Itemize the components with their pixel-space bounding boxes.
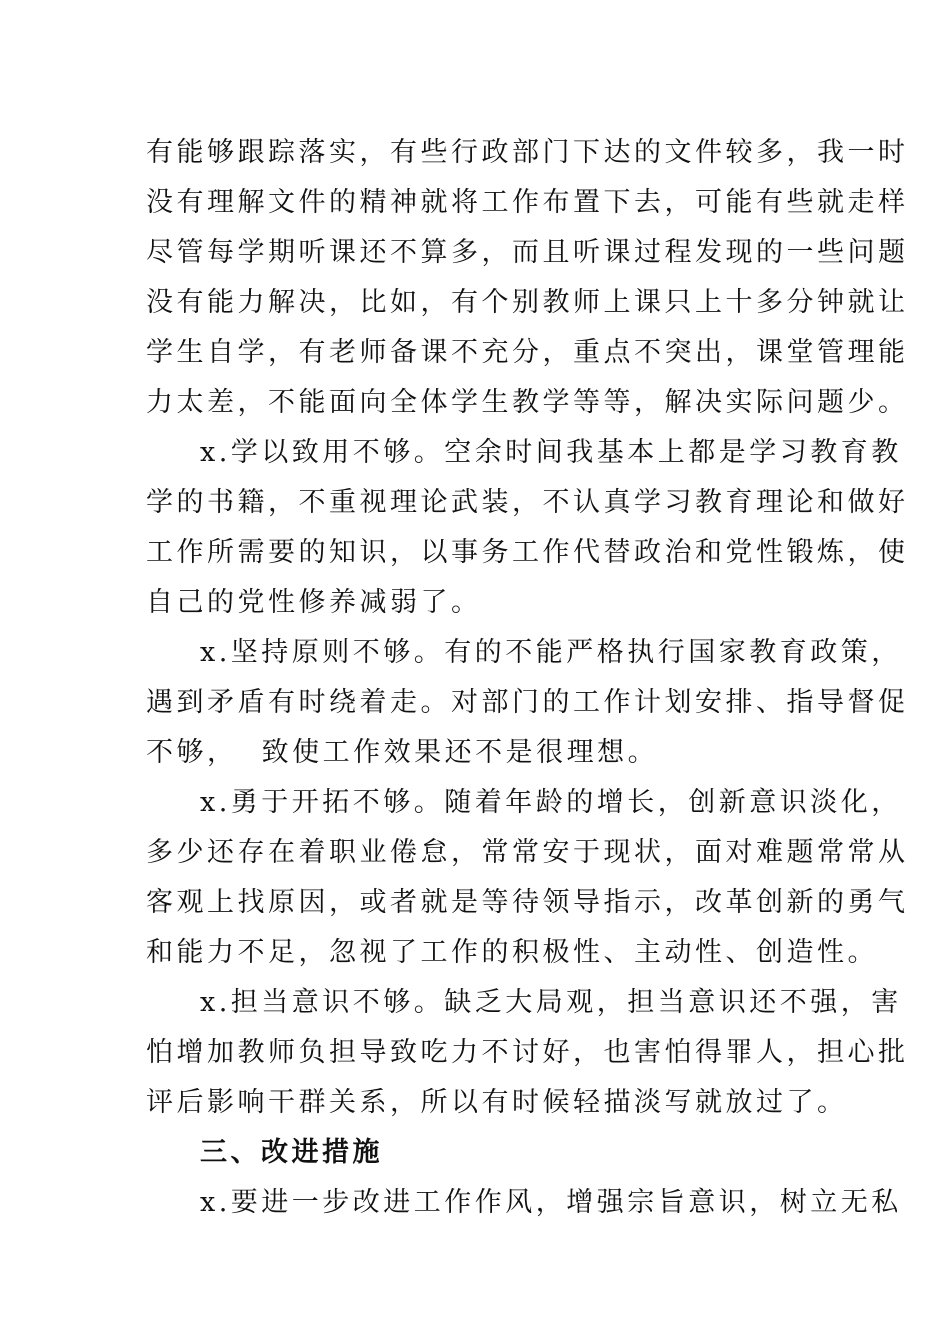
section-heading: 三、改进措施: [200, 1137, 383, 1168]
text-line: 没有能力解决，比如，有个别教师上课只上十多分钟就让: [146, 287, 909, 318]
text-line: 学生自学，有老师备课不充分，重点不突出，课堂管理能: [146, 337, 909, 368]
text-line: 没有理解文件的精神就将工作布置下去，可能有些就走样: [146, 187, 909, 218]
text-line: 工作所需要的知识，以事务工作代替政治和党性锻炼，使: [146, 537, 909, 568]
text-line: 学的书籍，不重视理论武装，不认真学习教育理论和做好: [146, 487, 909, 518]
text-line: 自己的党性修养减弱了。: [146, 587, 482, 618]
text-line: 和能力不足，忽视了工作的积极性、主动性、创造性。: [146, 937, 878, 968]
paragraph-first-line: x.要进一步改进工作作风，增强宗旨意识，树立无私: [200, 1187, 902, 1218]
text-line: 多少还存在着职业倦怠，常常安于现状，面对难题常常从: [146, 837, 909, 868]
text-line: 客观上找原因，或者就是等待领导指示，改革创新的勇气: [146, 887, 909, 918]
text-line: 力太差，不能面向全体学生教学等等，解决实际问题少。: [146, 387, 909, 418]
paragraph-first-line: x.学以致用不够。空余时间我基本上都是学习教育教: [200, 437, 902, 468]
text-line: 遇到矛盾有时绕着走。对部门的工作计划安排、指导督促: [146, 687, 909, 718]
document-body: [146, 128, 909, 1228]
text-line: 评后影响干群关系，所以有时候轻描淡写就放过了。: [146, 1087, 848, 1118]
text-line: 尽管每学期听课还不算多，而且听课过程发现的一些问题: [146, 237, 909, 268]
paragraph-first-line: x.勇于开拓不够。随着年龄的增长，创新意识淡化，: [200, 787, 902, 818]
text-line: 有能够跟踪落实，有些行政部门下达的文件较多，我一时: [146, 137, 909, 168]
text-line: 不够， 致使工作效果还不是很理想。: [146, 737, 659, 768]
text-line: 怕增加教师负担导致吃力不讨好，也害怕得罪人，担心批: [146, 1037, 909, 1068]
paragraph-first-line: x.担当意识不够。缺乏大局观，担当意识还不强，害: [200, 987, 902, 1018]
paragraph-first-line: x.坚持原则不够。有的不能严格执行国家教育政策，: [200, 637, 902, 668]
